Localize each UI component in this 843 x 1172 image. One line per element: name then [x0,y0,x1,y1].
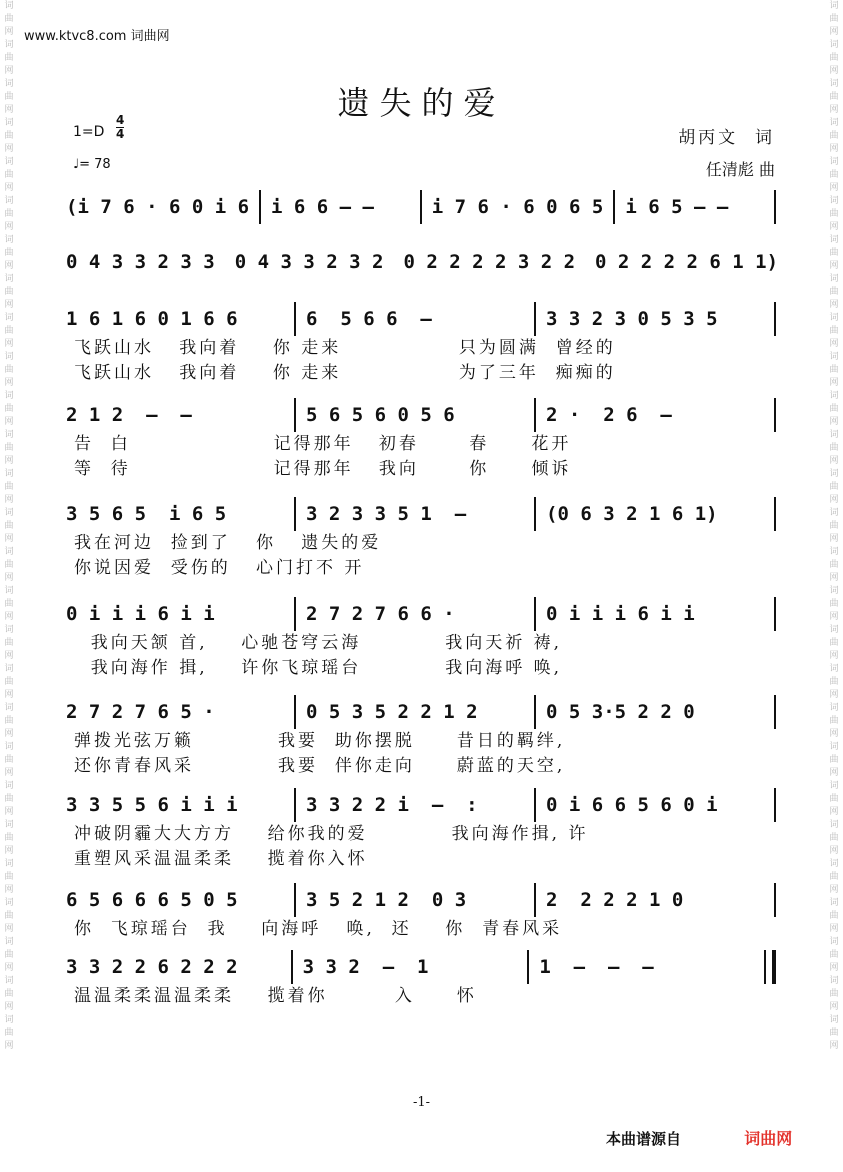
lyric-row: 我在河边 捡到了 你 遗失的爱 [74,533,382,553]
barline [294,597,296,631]
score-line [60,190,780,224]
score-line [60,597,780,681]
composer-credit: 任清彪 曲 [705,160,775,179]
measure-notes: 2 7 2 7 6 5 · [66,701,215,723]
measure [533,950,760,984]
measure-notes: 6 5 6 6 – [306,308,432,330]
notation-row [60,695,780,729]
barline [774,190,776,224]
barline [534,788,536,822]
measure-notes: i 6 5 – – [625,196,729,218]
barline [774,788,776,822]
time-signature [116,114,124,141]
notation-row [60,788,780,822]
measure [300,597,530,631]
barline [774,883,776,917]
score-line [60,788,780,872]
barline [420,190,422,224]
lyric-row: 我向海作 揖, 许你飞琼瑶台 我向海呼 唤, [74,658,563,678]
measure-notes: 3 3 2 – 1 [302,956,429,978]
time-signature-top: 4 [116,113,125,127]
measure [540,695,770,729]
lyric-row: 冲破阴霾大大方方 给你我的爱 我向海作揖, 许 [74,824,589,844]
measure-notes: 0 4 3 3 2 3 2 [234,251,384,273]
measure-notes: 6 5 6 6 6 5 0 5 [66,889,238,911]
measure [229,245,390,279]
side-watermark-right: 词曲网词曲网词曲网词曲网词曲网词曲网词曲网词曲网词曲网词曲网词曲网词曲网词曲网词曲网词曲网词曲网词曲网词曲网词曲网词曲网词曲网词曲网词曲网词曲网词曲网词曲网词曲网 [829,1,839,1051]
measure-notes: 0 5 3 5 2 2 1 2 [306,701,478,723]
barline [294,695,296,729]
footer-source-label: 本曲谱源自 [606,1130,682,1148]
barline [774,597,776,631]
score-line [60,497,780,581]
lyric-row: 飞跃山水 我向着 你 走来 为了三年 痴痴的 [74,363,616,383]
measure-notes: 3 3 5 5 6 i i i [66,794,238,816]
measure [300,695,530,729]
measure-notes: 0 i i i 6 i i [546,603,695,625]
notation-row [60,497,780,531]
measure-notes: 0 i i i 6 i i [66,603,215,625]
measure-notes: 0 5 3·5 2 2 0 [546,701,695,723]
measure [300,497,530,531]
notation-row [60,950,780,984]
score-line [60,950,780,1009]
barline [294,883,296,917]
site-url[interactable]: www.ktvc8.com 词曲网 [24,29,170,44]
measure [300,788,530,822]
measure [60,788,290,822]
lyric-row: 重塑风采温温柔柔 揽着你入怀 [74,849,368,869]
measure [60,950,287,984]
barline [774,695,776,729]
page-number: -1- [412,1095,431,1110]
measure [60,302,290,336]
score-line [60,883,780,942]
tempo-marking: ♩= 78 [73,157,111,172]
measure-notes: (0 6 3 2 1 6 1) [546,503,718,525]
measure-notes: 2 2 2 2 1 0 [546,889,684,911]
barline [774,302,776,336]
measure-notes: 3 3 2 3 0 5 3 5 [546,308,718,330]
measure-notes: 0 2 2 2 2 3 2 2 [403,251,576,273]
score-line [60,245,780,279]
measure-notes: 5 6 5 6 0 5 6 [306,404,455,426]
notation-row [60,883,780,917]
side-watermark-left: 词曲网词曲网词曲网词曲网词曲网词曲网词曲网词曲网词曲网词曲网词曲网词曲网词曲网词曲网词曲网词曲网词曲网词曲网词曲网词曲网词曲网词曲网词曲网词曲网词曲网词曲网词曲网 [4,1,14,1051]
lyric-row: 弹拨光弦万籁 我要 助你摆脱 昔日的羁绊, [74,731,566,751]
score-line [60,302,780,386]
measure-notes: 2 · 2 6 – [546,404,672,426]
barline [534,497,536,531]
lyric-row: 飞跃山水 我向着 你 走来 只为圆满 曾经的 [74,338,616,358]
measure-notes: i 7 6 · 6 0 6 5 [431,196,604,218]
measure [540,597,770,631]
measure [426,190,610,224]
measure-notes: 0 2 2 2 2 6 1 1) [595,251,779,273]
measure-notes: 0 i 6 6 5 6 0 i [546,794,718,816]
notation-row [60,245,780,279]
barline [534,302,536,336]
final-barline [764,950,776,984]
measure-notes: 3 5 6 5 i 6 5 [66,503,227,525]
measure [540,398,770,432]
song-title: 遗失的爱 [337,84,506,122]
measure [300,398,530,432]
lyric-row: 你 飞琼瑶台 我 向海呼 唤, 还 你 青春风采 [74,919,563,939]
lyricist-credit: 胡丙文 词 [678,128,775,148]
lyric-row: 告 白 记得那年 初春 春 花开 [74,434,572,454]
notation-row [60,597,780,631]
measure-notes: 3 5 2 1 2 0 3 [306,889,467,911]
barline [534,597,536,631]
footer-source [606,1126,792,1149]
barline [294,497,296,531]
notation-row [60,398,780,432]
measure-notes: 3 3 2 2 6 2 2 2 [66,956,238,978]
lyric-row: 你说因爱 受伤的 心门打不 开 [74,558,365,578]
score-line [60,398,780,482]
notation-row [60,190,780,224]
barline [259,190,261,224]
barline [534,398,536,432]
measure-notes: (i 7 6 · 6 0 i 6 [66,196,250,218]
measure [619,190,770,224]
footer-brand-link[interactable]: 词曲网 [744,1129,793,1148]
lyric-row: 我向天颔 首, 心驰苍穹云海 我向天祈 祷, [74,633,563,653]
measure [60,398,290,432]
measure [540,788,770,822]
measure-notes: i 6 6 – – [271,196,374,218]
measure [300,883,530,917]
measure [397,245,581,279]
measure [540,497,770,531]
measure [265,190,416,224]
lyric-row: 温温柔柔温温柔柔 揽着你 入 怀 [74,986,477,1006]
measure-notes: 0 4 3 3 2 3 3 [66,251,215,273]
measure-notes: 1 6 1 6 0 1 6 6 [66,308,238,330]
barline [774,398,776,432]
barline [534,883,536,917]
barline [527,950,529,984]
barline [291,950,293,984]
key-signature: 1=D [73,124,105,140]
measure [540,883,770,917]
barline [294,788,296,822]
measure [297,950,524,984]
lyric-row: 等 待 记得那年 我向 你 倾诉 [74,459,572,479]
measure [540,302,770,336]
barline [774,497,776,531]
measure [60,190,255,224]
measure [60,695,290,729]
measure-notes: 3 3 2 2 i – : [306,794,478,816]
score-line [60,695,780,779]
measure [60,883,290,917]
time-signature-bottom: 4 [116,127,125,141]
measure-notes: 2 7 2 7 6 6 · [306,603,455,625]
measure [60,245,221,279]
lyric-row: 还你青春风采 我要 伴你走向 蔚蓝的天空, [74,756,566,776]
barline [294,398,296,432]
measure-notes: 3 2 3 3 5 1 – [306,503,467,525]
measure [589,245,784,279]
notation-row [60,302,780,336]
measure [60,497,290,531]
measure-notes: 2 1 2 – – [66,404,192,426]
measure-notes: 1 – – – [539,956,654,978]
barline [294,302,296,336]
barline [613,190,615,224]
measure [300,302,530,336]
measure [60,597,290,631]
barline [534,695,536,729]
